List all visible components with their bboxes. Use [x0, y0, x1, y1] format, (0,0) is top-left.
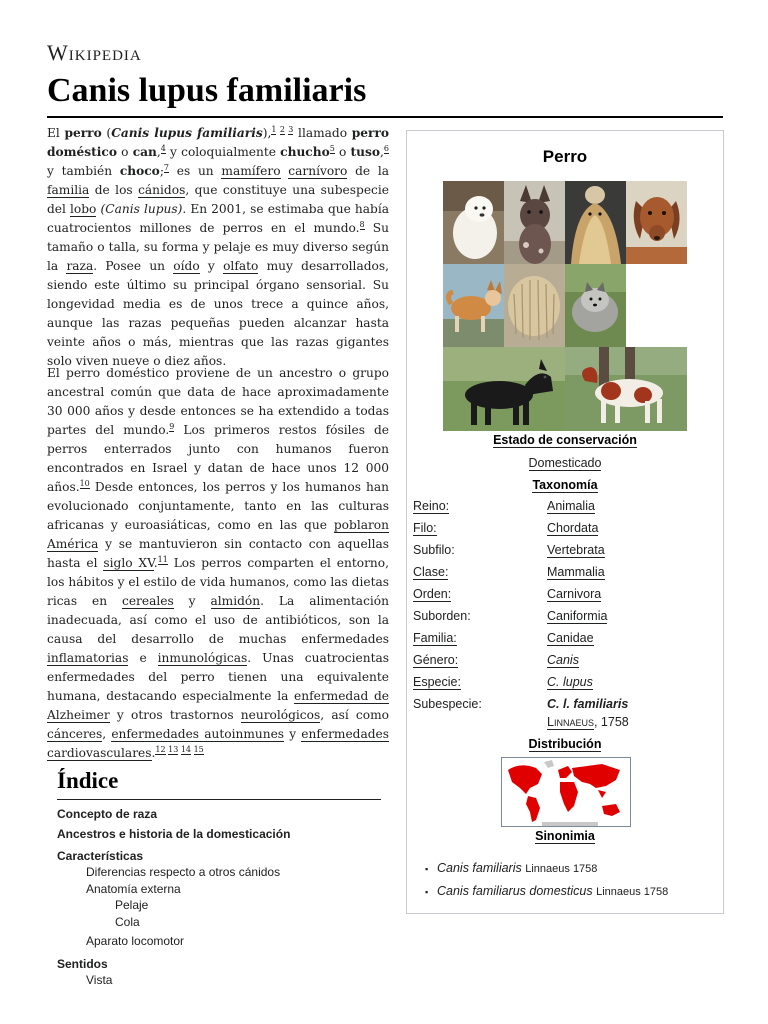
taxonomy-rank[interactable]: Familia:	[413, 631, 457, 645]
link-raza[interactable]: raza	[66, 259, 94, 273]
reference-link[interactable]: 8	[359, 219, 365, 229]
toc-item-ancestros[interactable]: Ancestros e historia de la domesticación	[57, 827, 291, 841]
taxonomy-value[interactable]: Carnivora	[547, 587, 602, 601]
reference-link[interactable]: 2	[279, 124, 285, 134]
reference-link[interactable]: 11	[157, 554, 168, 564]
taxonomy-rank: Suborden:	[413, 609, 471, 623]
taxonomy-authority: Linnaeus, 1758	[547, 715, 629, 729]
reference-link[interactable]: 9	[169, 421, 175, 431]
reference-link[interactable]: 5	[329, 143, 335, 153]
taxonomy-row-clase	[413, 565, 713, 583]
hairless-dog-photo[interactable]	[504, 181, 565, 264]
taxonomy-value[interactable]: Mammalia	[547, 565, 605, 579]
toc-item-cola[interactable]: Cola	[115, 915, 140, 929]
link-neurologicos[interactable]: neurológicos	[240, 708, 321, 722]
link-oido[interactable]: oído	[173, 259, 200, 273]
hound-dog-photo[interactable]	[626, 181, 687, 264]
link-familia[interactable]: familia	[47, 183, 90, 197]
taxonomy-rank: Subfilo:	[413, 543, 455, 557]
link-cardiovasculares[interactable]: enfermedades cardiovasculares	[47, 727, 389, 760]
link-inmunologicas[interactable]: inmunológicas	[157, 651, 248, 665]
reference-link[interactable]: 4	[160, 143, 166, 153]
conservation-status[interactable]: Domesticado	[528, 456, 602, 470]
taxonomy-value[interactable]: Canidae	[547, 631, 594, 645]
toc-item-sentidos[interactable]: Sentidos	[57, 957, 108, 971]
reference-link[interactable]: 12	[155, 744, 166, 754]
synonym-list	[425, 861, 715, 907]
reference-link[interactable]: 10	[79, 478, 90, 488]
synonymy-heading[interactable]: Sinonimia	[535, 829, 595, 843]
taxonomy-value[interactable]: Chordata	[547, 521, 599, 535]
link-olfato[interactable]: olfato	[223, 259, 259, 273]
taxonomy-value[interactable]: C. lupus	[547, 675, 593, 689]
akita-dog-photo[interactable]	[443, 264, 504, 347]
taxonomy-rank: Subespecie:	[413, 697, 482, 711]
taxonomy-value[interactable]: Caniformia	[547, 609, 608, 623]
link-carnivoro[interactable]: carnívoro	[288, 164, 348, 178]
toc-item-anatomia-externa[interactable]: Anatomía externa	[86, 882, 181, 896]
taxonomy-rank[interactable]: Orden:	[413, 587, 452, 601]
taxonomy-value[interactable]: Canis	[547, 653, 579, 667]
link-america[interactable]: América	[47, 537, 99, 551]
reference-link[interactable]: 6	[383, 143, 389, 153]
distribution-heading[interactable]: Distribución	[528, 737, 602, 751]
title-divider	[47, 116, 723, 118]
red-setter-photo[interactable]	[565, 347, 687, 431]
taxonomy-row-filo	[413, 521, 713, 539]
link-cereales[interactable]: cereales	[122, 594, 174, 608]
taxonomy-value[interactable]: Vertebrata	[547, 543, 605, 557]
black-schnauzer-photo[interactable]	[443, 347, 565, 431]
distribution-map[interactable]	[501, 757, 631, 827]
infobox-title: Perro	[542, 147, 588, 166]
reference-link[interactable]: 13	[168, 744, 179, 754]
index-divider	[57, 799, 381, 800]
toc-item-diferencias[interactable]: Diferencias respecto a otros cánidos	[86, 865, 281, 879]
taxonomy-row-reino	[413, 499, 713, 517]
link-canidos[interactable]: cánidos	[138, 183, 186, 197]
toc-item-aparato-locomotor[interactable]: Aparato locomotor	[86, 934, 185, 948]
taxonomy-row-suborden	[413, 609, 713, 627]
link-mamifero[interactable]: mamífero	[221, 164, 281, 178]
synonym-item: ▪ Canis familiaris Linnaeus 1758	[425, 861, 715, 884]
taxonomy-row-familia	[413, 631, 713, 649]
index-heading: Índice	[57, 768, 119, 793]
taxonomy-value: C. l. familiaris	[547, 697, 629, 711]
toc-item-vista[interactable]: Vista	[86, 973, 113, 987]
toc-item-concepto-raza[interactable]: Concepto de raza	[57, 807, 158, 821]
intro-paragraph-1: El perro (Canis lupus familiaris),$^{1 2 3}$ llamado perro doméstico o can,$^4$ y coloquialmente chucho$^5$ o tuso,$^6$ y también choco;$^7$ es un mamífero carnívoro de la familia de los cánidos, que constituye una subespecie del lobo (Canis lupus). En 2001, se estimaba que había cuatrocientos millones de perros en el mundo.$^8$ Su tamaño o talla, su forma y pelaje es muy diverso según la raza. Posee un oído y olfato muy desarrollados, siendo este último su principal órgano sensorial. Su longevidad media es de unos trece a quince años, aunque las razas pequeñas pueden alcanzar hasta veinte años o más, mientras que las razas gigantes solo viven nueve o diez años.	[47, 124, 390, 368]
link-autoinmunes[interactable]: enfermedades autoinmunes	[111, 727, 285, 741]
reference-link[interactable]: 14	[180, 744, 192, 754]
taxonomy-row-subespecie	[413, 697, 713, 737]
taxonomy-rank[interactable]: Especie:	[413, 675, 461, 689]
conservation-heading[interactable]: Estado de conservación	[493, 433, 637, 447]
corded-dog-photo[interactable]	[504, 264, 565, 347]
link-poblaron[interactable]: poblaron	[333, 518, 389, 532]
reference-link[interactable]: 1	[271, 124, 277, 134]
taxonomy-rank[interactable]: Filo:	[413, 521, 437, 535]
page-title: Canis lupus familiaris	[47, 72, 367, 109]
dog-photo-collage[interactable]	[443, 181, 687, 431]
taxonomy-heading[interactable]: Taxonomía	[532, 478, 598, 492]
link-lobo[interactable]: lobo	[70, 202, 97, 216]
toc-item-pelaje[interactable]: Pelaje	[115, 898, 149, 912]
infobox	[406, 130, 724, 914]
link-inflamatorias[interactable]: inflamatorias	[47, 651, 129, 665]
authority-link[interactable]: Linnaeus	[547, 715, 594, 729]
taxonomy-row-orden	[413, 587, 713, 605]
taxonomy-row-subfilo	[413, 543, 713, 561]
wikipedia-wordmark[interactable]: Wikipedia	[47, 40, 142, 65]
white-dog-photo[interactable]	[443, 181, 504, 264]
toc-item-caracteristicas[interactable]: Características	[57, 849, 144, 863]
link-alzheimer[interactable]: enfermedad de Alzheimer	[47, 689, 390, 722]
taxonomy-rank[interactable]: Reino:	[413, 499, 450, 513]
taxonomy-rank[interactable]: Clase:	[413, 565, 449, 579]
link-almidon[interactable]: almidón	[210, 594, 261, 608]
taxonomy-rank[interactable]: Género:	[413, 653, 459, 667]
link-canceres[interactable]: cánceres	[47, 727, 103, 741]
link-siglo-xv[interactable]: siglo XV	[103, 556, 154, 570]
taxonomy-value[interactable]: Animalia	[547, 499, 595, 513]
reference-link[interactable]: 15	[193, 744, 204, 754]
spitz-dog-photo[interactable]	[565, 264, 626, 347]
long-haired-dog-photo[interactable]	[565, 181, 626, 264]
synonym-item: ▪ Canis familiarus domesticus Linnaeus 1758	[425, 884, 715, 907]
intro-paragraph-2: El perro doméstico proviene de un ancestro o grupo ancestral común que data de hace aproximadamente 30 000 años y desde entonces se ha extendido a todas partes del mundo.$^9$ Los primeros restos fósiles de perros enterrados junto con humanos fueron encontrados en Israel y datan de hace unos 12 000 años.$^{10}$ Desde entonces, los perros y los humanos han evolucionado conjuntamente, tanto en las culturas africanas y euroasiáticas, como en las que poblaron América y se mantuvieron sin contacto con aquellas hasta el siglo XV.$^{11}$ Los perros comparten el entorno, los hábitos y el estilo de vida humanos, como las dietas ricas en cereales y almidón. La alimentación inadecuada, así como el uso de antibióticos, son la causa del desarrollo de muchas enfermedades inflamatorias e inmunológicas. Unas cuatrocientas enfermedades del perro tienen una equivalente humana, destacando especialmente la enfermedad de Alzheimer y otros trastornos neurológicos, así como cánceres, enfermedades autoinmunes y enfermedades cardiovasculares.$^{12 13 14 15}$	[47, 366, 390, 760]
reference-link[interactable]: 7	[163, 162, 170, 172]
reference-link[interactable]: 3	[288, 124, 294, 134]
taxonomy-row-especie	[413, 675, 713, 693]
taxonomy-row-genero	[413, 653, 713, 671]
